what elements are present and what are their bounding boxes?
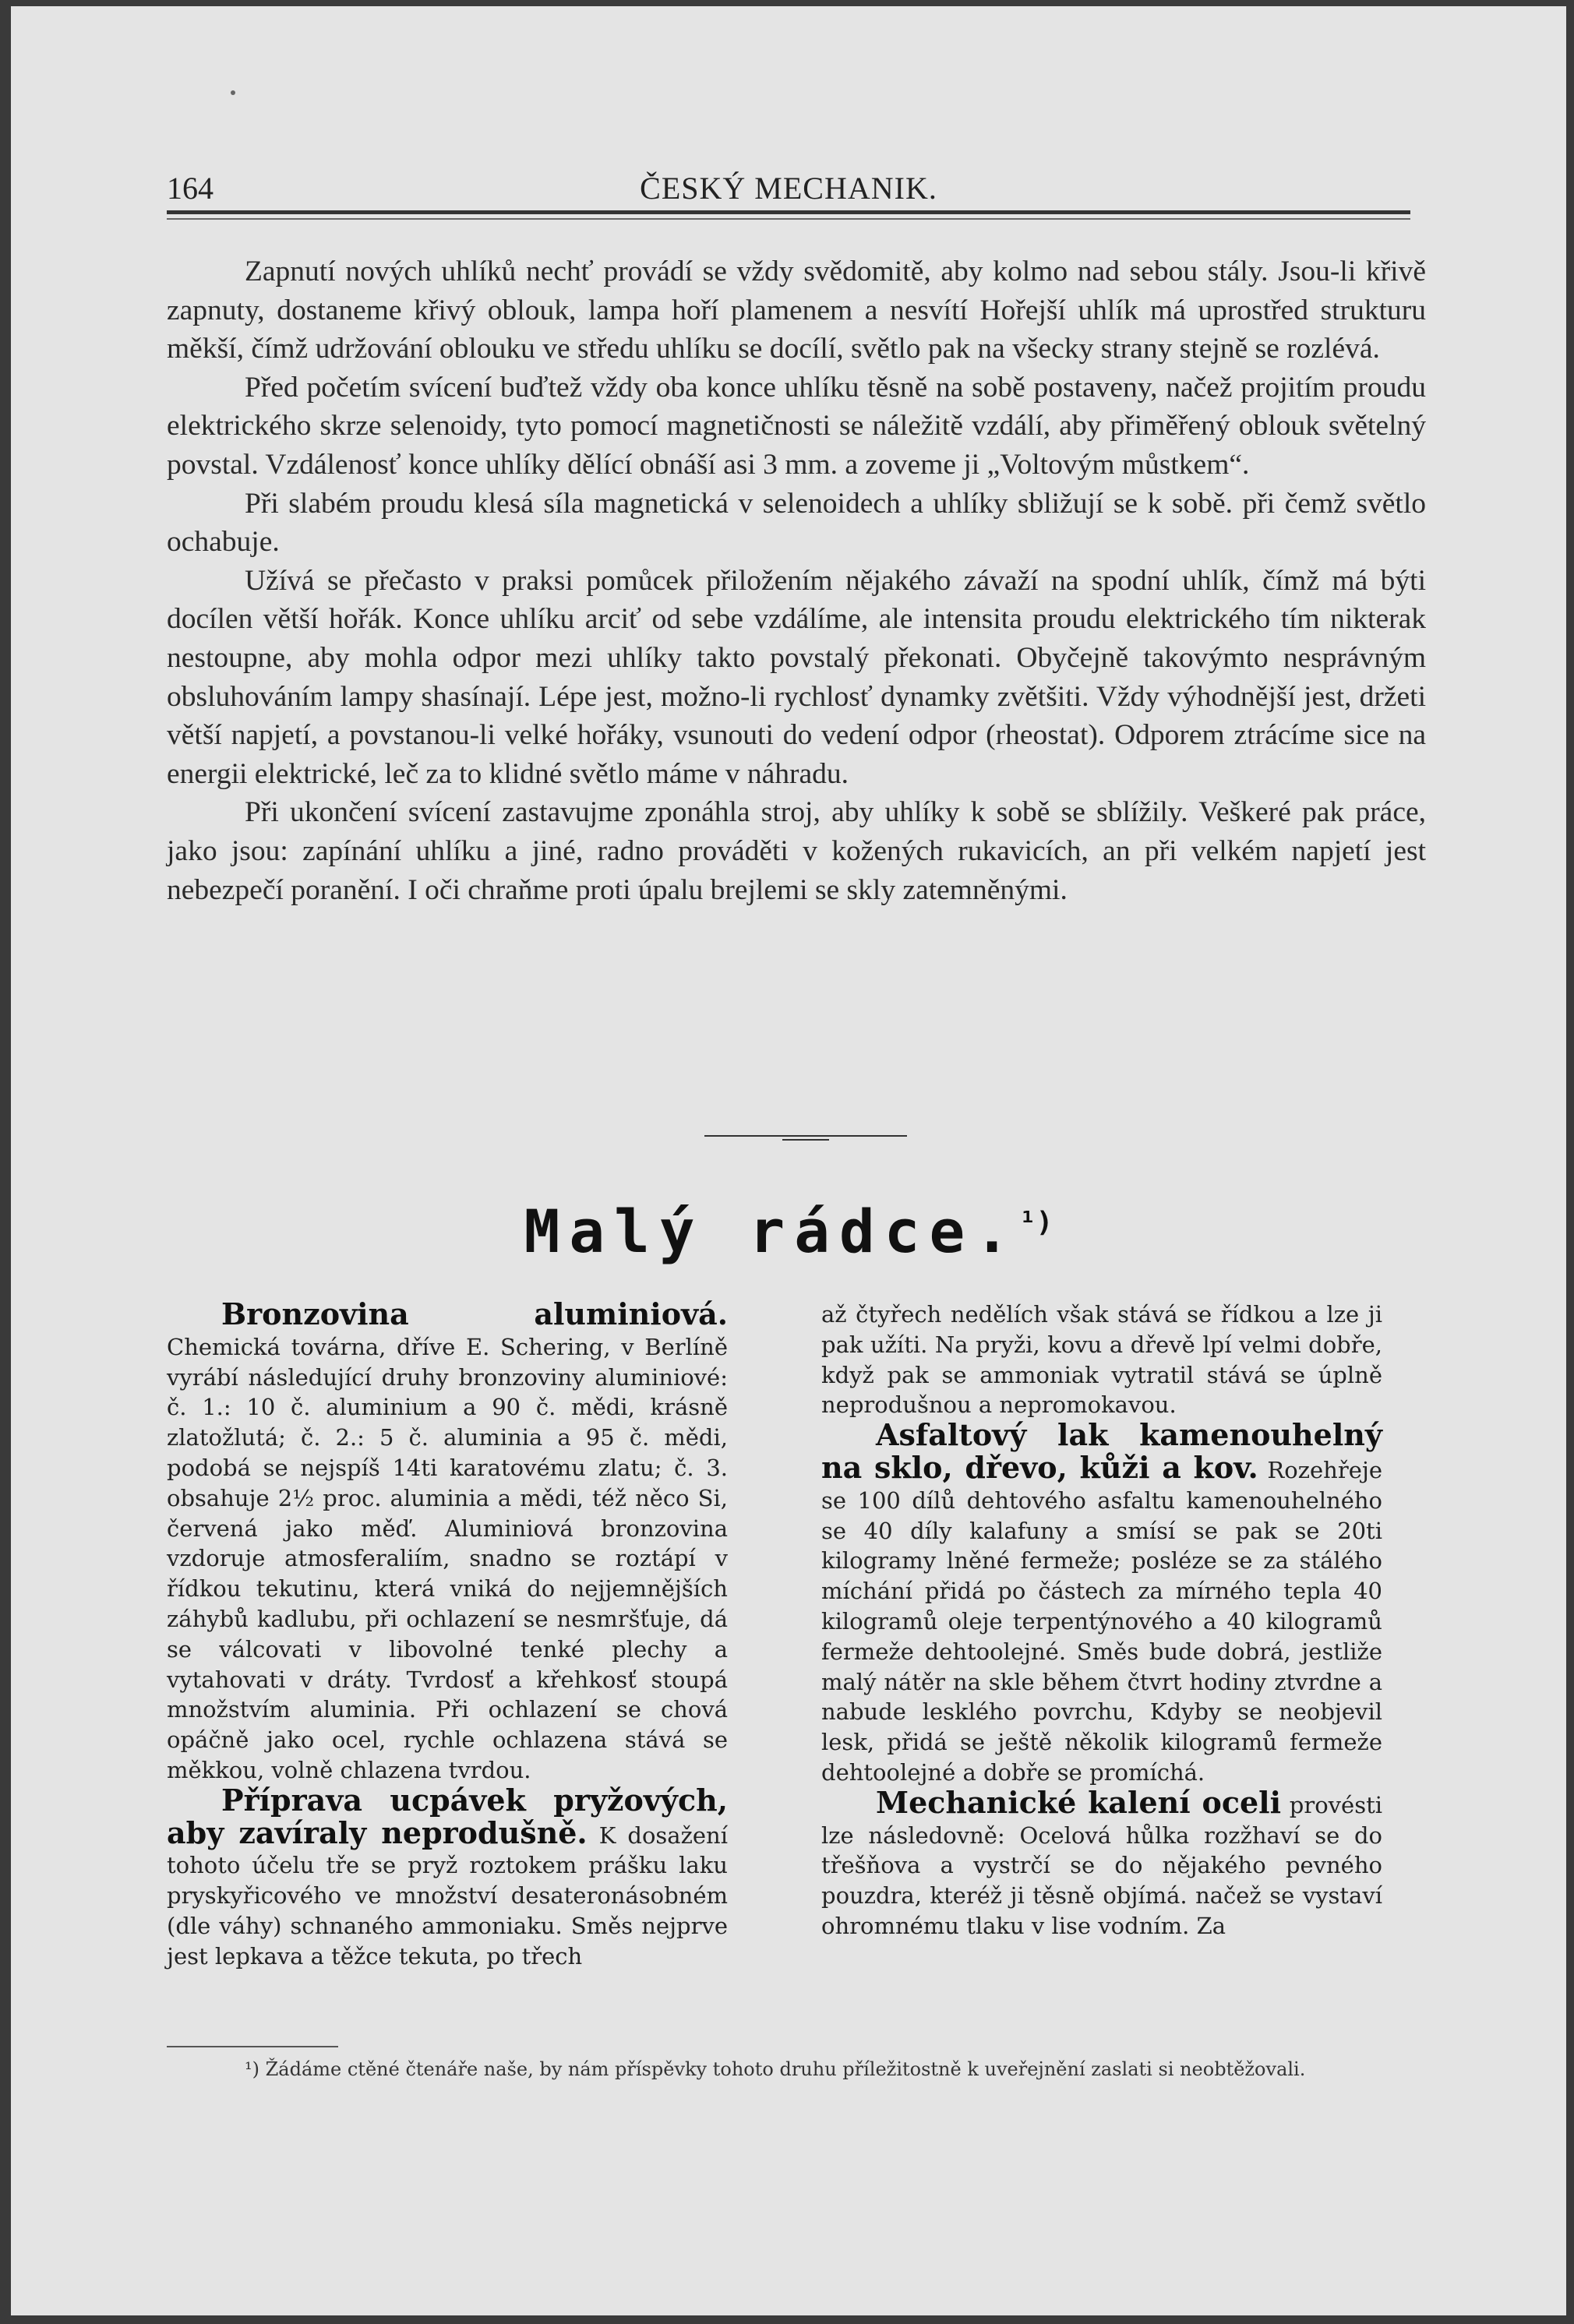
paragraph: Při ukončení svícení zastavujme zponáhla stroj, aby uhlíky k sobě se sblížily. Veškeré pak práce, jako jsou: zapínání uhlíku a jiné, radno prováděti v kožených rukavicích, an při velkém napjetí jest nebezpečí poranění. I oči chraňme proti úpalu brejlemi se skly zatemněnými.	[167, 796, 1426, 906]
journal-title: ČESKÝ MECHANIK.	[640, 171, 937, 206]
article-asfaltovy	[821, 1417, 1383, 1788]
section-title: Malý rádce.	[524, 1197, 1019, 1266]
article-priprava	[167, 1782, 728, 1972]
article-continuation: až čtyřech nedělích však stává se řídkou a lze ji pak užíti. Na pryži, kovu a dřevě lpí velmi dobře, když pak se ammoniak vytratil stává se úplně neprodušnou a nepromokavou.	[821, 1301, 1382, 1419]
section-separator-center	[782, 1139, 829, 1141]
footnote-mark: ¹)	[1018, 1206, 1053, 1239]
right-column	[821, 1300, 1382, 1941]
page-header	[167, 160, 1410, 207]
left-column	[167, 1296, 728, 1972]
article-title: Asfaltový lak kamenouhelný na sklo, dřevo, kůži a kov.	[821, 1417, 1382, 1485]
article-kaleni	[821, 1784, 1383, 1941]
page-number: 164	[167, 171, 214, 206]
paragraph: Zapnutí nových uhlíků nechť provádí se vždy svědomitě, aby kolmo nad sebou stály. Jsou-li křivě zapnuty, dostaneme křivý oblouk, lampa hoří plamenem a nesvítí Hořejší uhlík má uprostřed strukturu měkší, čímž udržování oblouku ve středu uhlíku se docílí, světlo pak na všecky strany stejně se rozlévá.	[167, 256, 1426, 365]
article-body: provésti lze následovně: Ocelová hůlka rozžhaví se do třešňova a vystrčí se do nějakého pevného pouzdra, kteréž ji těsně objímá. načež se vystaví ohromnému tlaku v lise vodním. Za	[821, 1791, 1383, 1939]
paragraph: Před početím svícení buďtež vždy oba konce uhlíku těsně na sobě postaveny, načež projitím proudu elektrického skrze selenoidy, tyto pomocí magnetičnosti se náležitě vzdálí, aby přiměřený oblouk světelný povstal. Vzdálenosť konce uhlíky dělící obnáší asi 3 mm. a zoveme ji „Voltovým můstkem“.	[167, 371, 1426, 481]
speck	[231, 90, 235, 95]
paragraph: Užívá se přečasto v praksi pomůcek přiložením nějakého závaží na spodní uhlík, čímž má býti docílen větší hořák. Konce uhlíku arciť od sebe vzdálíme, ale intensita proudu elektrického tím nikterak nestoupne, aby mohla odpor mezi uhlíky takto povstalý překonati. Obyčejně takovýmto nesprávným obsluhováním lampy shasínají. Lépe jest, možno-li rychlosť dynamky zvětšiti. Vždy výhodnější jest, držeti větší napjetí, a povstanou-li velké hořáky, vsunouti do vedení odpor (rheostat). Odporem ztrácíme sice na energii elektrické, leč za to klidné světlo máme v náhradu.	[167, 564, 1426, 790]
footnote: ¹) Žádáme ctěné čtenáře naše, by nám příspěvky tohoto druhu příležitostně k uveřejnění zaslati si neobtěžovali.	[245, 2058, 1306, 2080]
article-body: Rozehřeje se 100 dílů dehtového asfaltu kamenouhelného se 40 díly kalafuny a smísí se pak se 20ti kilogramy lněné fermeže; posléze se za stálého míchání přidá po částech za mírného tepla 40 kilogramů oleje terpentýnového a 40 kilogramů fermeže dehtoolejné. Směs bude dobrá, jestliže malý nátěr na skle během čtvrt hodiny ztvrdne a nabude lesklého povrchu, Kdyby se neobjevil lesk, přidá se ještě několik kilogramů fermeže dehtoolejné a dobře se promíchá.	[821, 1456, 1383, 1786]
article-title: Mechanické kalení oceli	[876, 1784, 1282, 1820]
header-rule-thick	[167, 210, 1410, 214]
article-title: Bronzovina aluminiová.	[221, 1296, 728, 1331]
intro-text	[167, 252, 1426, 909]
article-bronzovina	[167, 1296, 728, 1786]
article-body: Chemická továrna, dříve E. Schering, v Berlíně vyrábí následující druhy bronzoviny aluminiové: č. 1.: 10 č. aluminium a 90 č. mědi, krásně zlatožlutá; č. 2.: 5 č. aluminia a 95 č. mědi, podobá se nejspíš 14ti karatovému zlatu; č. 3. obsahuje 2½ proc. aluminia a mědi, též něco Si, červená jako měď. Aluminiová bronzovina vzdoruje atmosferaliím, snadno se roztápí v řídkou tekutinu, která vniká do nejjemnějších záhybů kadlubu, při ochlazení se nesmršťuje, dá se válcovati v libovolné tenké plechy a vytahovati v dráty. Tvrdosť a křehkosť stoupá množstvím aluminia. Při ochlazení se chová opáčně jako ocel, rychle ochlazena stává se měkkou, volně chlazena tvrdou.	[167, 1333, 728, 1783]
page	[11, 6, 1566, 2315]
article-body: K dosažení tohoto účelu tře se pryž roztokem prášku laku pryskyřicového ve množství desateronásobném (dle váhy) schnaného ammoniaku. Směs nejprve jest lepkava a těžce tekuta, po třech	[167, 1821, 728, 1970]
article-title: Příprava ucpávek pryžových, aby zavíraly neprodušně.	[167, 1782, 728, 1850]
section-heading	[11, 1197, 1566, 1266]
paragraph: Při slabém proudu klesá síla magnetická v selenoidech a uhlíky sbližují se k sobě. při čemž světlo ochabuje.	[167, 487, 1426, 559]
footnote-rule	[167, 2046, 338, 2047]
section-separator	[704, 1135, 907, 1137]
header-rule-thin	[167, 218, 1410, 220]
